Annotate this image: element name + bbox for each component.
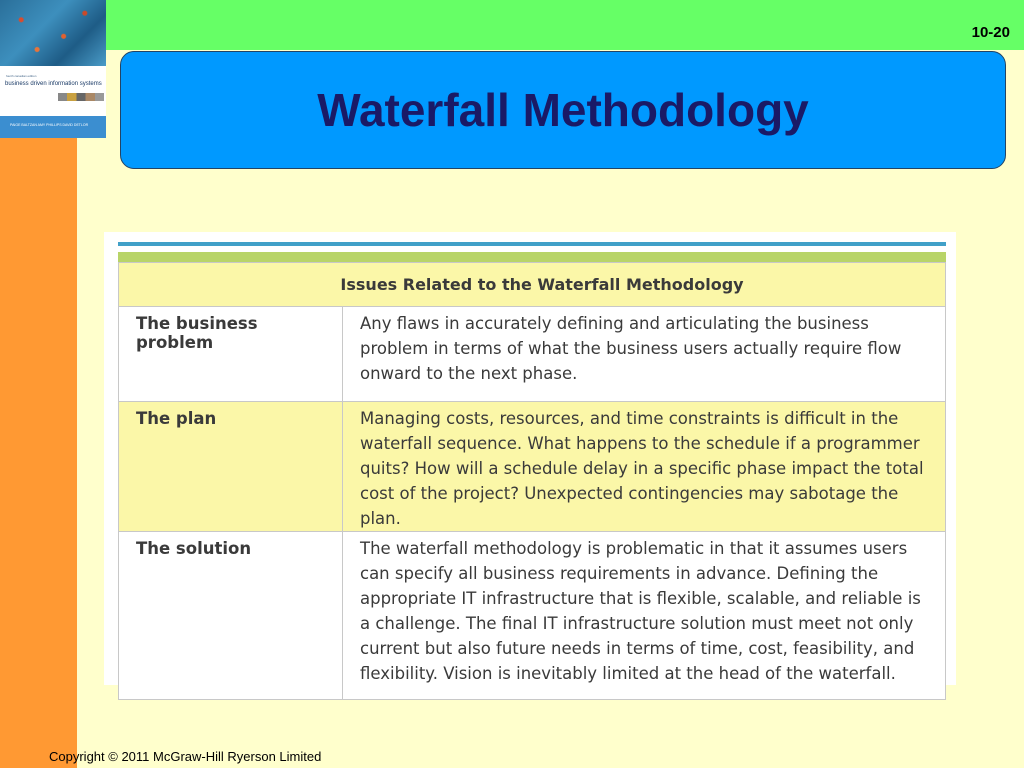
title-box — [120, 51, 1006, 169]
row-description: The waterfall methodology is problematic in that it assumes users can specify all business requirements in advance. Defining the appropriate IT infrastructure that is flexible, scalable, and reliable is a challenge. The final IT infrastructure solution must meet not only current but also future needs in terms of time, cost, feasibility, and flexibility. Vision is inevitably limited at the head of the waterfall. — [343, 532, 946, 700]
cover-photo — [0, 0, 106, 66]
table-row — [119, 307, 946, 402]
row-label: The solution — [119, 532, 343, 700]
table-header: Issues Related to the Waterfall Methodology — [119, 263, 946, 307]
slide-number: 10-20 — [971, 24, 1010, 41]
cover-footer — [0, 116, 106, 138]
row-description: Any flaws in accurately defining and articulating the business problem in terms of what the business users actually require flow onward to the next phase. — [343, 307, 946, 402]
table-row — [119, 402, 946, 532]
row-description: Managing costs, resources, and time constraints is difficult in the waterfall sequence. What happens to the schedule if a programmer quits? How will a schedule delay in a specific phase impact the total cost of the project? Unexpected contingencies may sabotage the plan. — [343, 402, 946, 532]
cover-thumbnails — [58, 93, 104, 101]
row-label: The plan — [119, 402, 343, 532]
cover-edition: fourth canadian edition — [6, 74, 37, 78]
table-header-row — [119, 263, 946, 307]
issues-table — [118, 262, 946, 700]
issues-table-figure — [104, 232, 956, 685]
table-row — [119, 532, 946, 700]
top-accent-bar — [0, 0, 1024, 50]
row-label: The business problem — [119, 307, 343, 402]
cover-authors: PAIGE BALTZAN AMY PHILLIPS DAVID DETLOR — [10, 123, 89, 127]
copyright-notice: Copyright © 2011 McGraw-Hill Ryerson Limited — [49, 749, 322, 764]
table-header-band — [118, 252, 946, 262]
slide-title: Waterfall Methodology — [317, 84, 809, 136]
table-top-rule — [118, 242, 946, 246]
cover-title: business driven information systems — [5, 81, 102, 87]
book-cover-thumbnail — [0, 0, 106, 138]
